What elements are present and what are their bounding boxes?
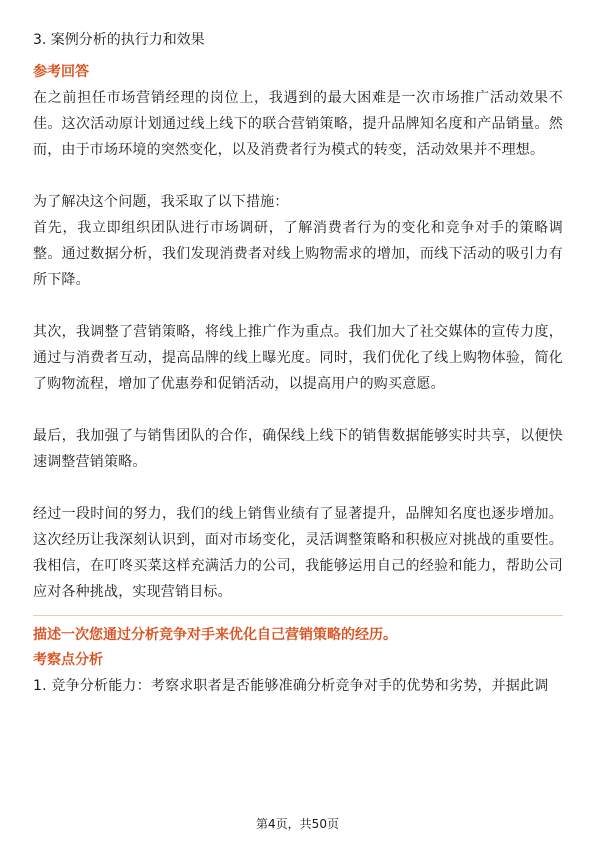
next-question: 描述一次您通过分析竞争对手来优化自己营销策略的经历。 bbox=[33, 627, 397, 643]
section-heading: 3. 案例分析的执行力和效果 bbox=[33, 32, 205, 48]
answer-paragraph-3: 首先，我立即组织团队进行市场调研，了解消费者行为的变化和竞争对手的策略调整。通过数据分析，我们发现消费者对线上购物需求的增加，而线下活动的吸引力有所下降。 bbox=[33, 220, 563, 288]
section-divider bbox=[33, 615, 563, 616]
answer-paragraph-6: 经过一段时间的努力，我们的线上销售业绩有了显著提升，品牌知名度也逐步增加。这次经历让我深刻认识到，面对市场变化，灵活调整策略和积极应对挑战的重要性。我相信，在叮咚买菜这样充满活力的公司，我能够运用自己的经验和能力，帮助公司应对各种挑战，实现营销目标。 bbox=[33, 506, 563, 600]
answer-paragraph-4: 其次，我调整了营销策略，将线上推广作为重点。我们加大了社交媒体的宣传力度，通过与消费者互动，提高品牌的线上曝光度。同时，我们优化了线上购物体验，简化了购物流程，增加了优惠券和促销活动，以提高用户的购买意愿。 bbox=[33, 324, 563, 392]
analysis-label: 考察点分析 bbox=[33, 652, 103, 668]
reference-answer-label: 参考回答 bbox=[33, 64, 89, 80]
answer-paragraph-2: 为了解决这个问题，我采取了以下措施： bbox=[33, 194, 289, 210]
analysis-item-1: 1. 竞争分析能力：考察求职者是否能够准确分析竞争对手的优势和劣势，并据此调 bbox=[33, 678, 549, 694]
answer-paragraph-5: 最后，我加强了与销售团队的合作，确保线上线下的销售数据能够实时共享，以便快速调整营销策略。 bbox=[33, 428, 563, 470]
page-content bbox=[33, 30, 563, 699]
page-footer: 第4页，共50页 bbox=[256, 817, 339, 831]
answer-paragraph-1: 在之前担任市场营销经理的岗位上，我遇到的最大困难是一次市场推广活动效果不佳。这次活动原计划通过线上线下的联合营销策略，提升品牌知名度和产品销量。然而，由于市场环境的突然变化，以及消费者行为模式的转变，活动效果并不理想。 bbox=[33, 90, 563, 158]
